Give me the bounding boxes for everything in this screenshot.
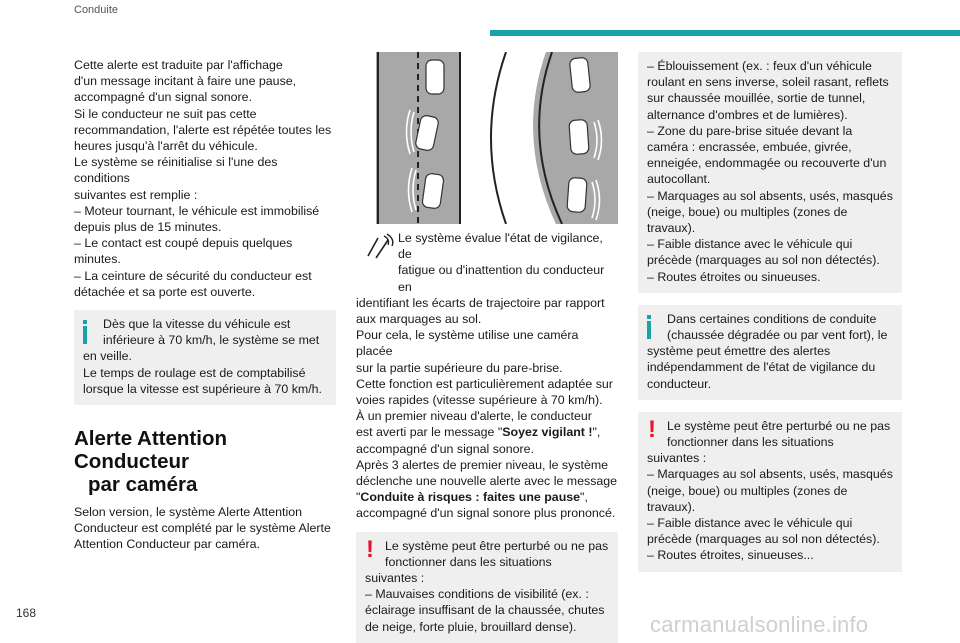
list-item: – Zone du pare-brise située devant la: [647, 123, 853, 138]
sensor-paragraph: [356, 230, 618, 522]
warning-icon: !: [366, 535, 374, 563]
text-line: Conducteur est complété par le système Alerte: [74, 521, 331, 536]
text-line: minutes.: [74, 252, 121, 267]
text-fragment: ",: [580, 490, 588, 505]
text-line: – Routes étroites, sinueuses...: [647, 548, 814, 563]
outro-text: [74, 504, 336, 553]
text-line: Selon version, le système Alerte Attention: [74, 505, 302, 520]
text-line: lorsque la vitesse est supérieure à 70 km/h.: [83, 381, 322, 396]
warning-box: [638, 412, 902, 572]
list-item: roulant en sens inverse, soleil rasant, reflets: [647, 75, 889, 90]
text-line: [356, 489, 618, 505]
text-line: (neige, boue) ou multiples (zones de travaux).: [647, 483, 848, 514]
text-line: sur la partie supérieure du pare-brise.: [356, 360, 563, 375]
text-line: conducteur.: [647, 376, 712, 391]
text-line: fonctionner dans les situations: [667, 435, 834, 450]
text-line: recommandation, l'alerte est répétée toutes les: [74, 122, 332, 137]
text-line: fatigue ou d'inattention du conducteur en: [398, 263, 605, 294]
text-line: heures jusqu'à l'arrêt du véhicule.: [74, 139, 258, 154]
text-line: – La ceinture de sécurité du conducteur est: [74, 268, 312, 283]
text-line: Le temps de roulage est de comptabilisé: [83, 365, 306, 380]
intro-text: [74, 57, 336, 300]
text-line: Le système se réinitialise si l'une des conditions: [74, 155, 278, 186]
text-line: inférieure à 70 km/h, le système se met: [103, 333, 320, 348]
list-item: (neige, boue) ou multiples (zones de travaux).: [647, 204, 848, 236]
column-1: [74, 57, 336, 553]
info-icon: [647, 315, 651, 339]
list-item: précède (marquages au sol non détectés).: [647, 253, 880, 268]
text-line: déclenche une nouvelle alerte avec le message: [356, 474, 618, 489]
text-line: détachée et sa porte est ouverte.: [74, 284, 256, 299]
list-item: autocollant.: [647, 172, 711, 187]
list-item: enneigée, endommagée ou recouverte d'un: [647, 156, 887, 171]
text-line: accompagné d'un signal sonore.: [74, 90, 253, 105]
page-number: 168: [16, 606, 37, 620]
text-line: Dans certaines conditions de conduite: [667, 311, 877, 326]
lane-illustration: [356, 52, 618, 224]
lane-departure-figure: [356, 52, 618, 224]
text-line: [356, 424, 618, 440]
warning-box: [356, 532, 618, 643]
column-3: [638, 52, 902, 572]
text-line: – Le contact est coupé depuis quelques: [74, 236, 293, 251]
alert-message-1: Soyez vigilant !: [502, 425, 593, 440]
text-line: – Moteur tournant, le véhicule est immobilisé: [74, 203, 320, 218]
list-item: sur chaussée mouillée, sortie de tunnel,: [647, 91, 866, 106]
text-line: d'un message incitant à faire une pause,: [74, 74, 297, 89]
text-line: de neige, forte pluie, brouillard dense).: [365, 619, 577, 634]
text-line: Après 3 alertes de premier niveau, le système: [356, 457, 609, 472]
column-2: [356, 230, 618, 643]
text-line: voies rapides (vitesse supérieure à 70 km/h).: [356, 393, 603, 408]
text-line: accompagné d'un signal sonore.: [356, 441, 535, 456]
info-box: [638, 305, 902, 400]
text-line: suivantes :: [647, 451, 707, 466]
section-heading: [74, 427, 336, 496]
text-line: suivantes est remplie :: [74, 187, 198, 202]
text-line: – Marquages au sol absents, usés, masqués: [647, 467, 893, 482]
text-line: Cette fonction est particulièrement adaptée sur: [356, 376, 613, 391]
list-item: – Routes étroites ou sinueuses.: [647, 269, 821, 284]
text-line: Le système peut être perturbé ou ne pas: [667, 418, 891, 433]
text-fragment: ": [356, 490, 361, 505]
text-line: Le système peut être perturbé ou ne pas: [385, 538, 609, 553]
list-item: alternance d'ombres et de lumières).: [647, 107, 848, 122]
text-fragment: ",: [592, 425, 601, 440]
text-line: Attention Conducteur par caméra.: [74, 537, 260, 552]
text-line: suivantes :: [365, 571, 425, 586]
watermark: carmanualsonline.info: [650, 612, 869, 637]
info-icon: [83, 320, 87, 344]
text-line: système peut émettre des alertes: [647, 344, 831, 359]
text-line: fonctionner dans les situations: [385, 554, 552, 569]
list-item: caméra : encrassée, embuée, givrée,: [647, 140, 852, 155]
list-box: [638, 52, 902, 293]
warning-icon: !: [648, 415, 656, 443]
text-line: (chaussée dégradée ou par vent fort), le: [667, 328, 888, 343]
lane-camera-icon: [364, 232, 394, 262]
text-line: Le système évalue l'état de vigilance, de: [398, 231, 603, 262]
page-header-title: Conduite: [74, 4, 119, 16]
text-line: identifiant les écarts de trajectoire par rapport: [356, 295, 605, 310]
header-accent-bar: [490, 30, 960, 36]
text-line: en veille.: [83, 349, 132, 364]
text-line: depuis plus de 15 minutes.: [74, 220, 222, 235]
text-line: Dès que la vitesse du véhicule est: [103, 317, 291, 332]
list-item: – Faible distance avec le véhicule qui: [647, 237, 853, 252]
text-line: – Mauvaises conditions de visibilité (ex. :: [365, 587, 589, 602]
heading-line: par caméra: [88, 473, 198, 497]
text-line: précède (marquages au sol non détectés).: [647, 532, 880, 547]
text-fragment: est averti par le message ": [356, 425, 503, 440]
list-item: – Éblouissement (ex. : feux d'un véhicule: [647, 59, 872, 73]
text-line: Pour cela, le système utilise une caméra placée: [356, 328, 579, 359]
info-box: [74, 310, 336, 405]
text-line: Si le conducteur ne suit pas cette: [74, 106, 257, 121]
alert-message-2: Conduite à risques : faites une pause: [360, 490, 581, 505]
text-line: aux marquages au sol.: [356, 312, 482, 327]
list-item: – Marquages au sol absents, usés, masqués: [647, 188, 893, 203]
text-line: Cette alerte est traduite par l'affichage: [74, 58, 283, 72]
heading-line: Alerte Attention Conducteur: [74, 427, 227, 474]
text-line: éclairage insuffisant de la chaussée, chutes: [365, 603, 605, 618]
text-line: – Faible distance avec le véhicule qui: [647, 516, 853, 531]
text-line: indépendamment de l'état de vigilance du: [647, 360, 876, 375]
text-line: À un premier niveau d'alerte, le conducteur: [356, 409, 592, 424]
text-line: accompagné d'un signal sonore plus prononcé.: [356, 506, 616, 521]
